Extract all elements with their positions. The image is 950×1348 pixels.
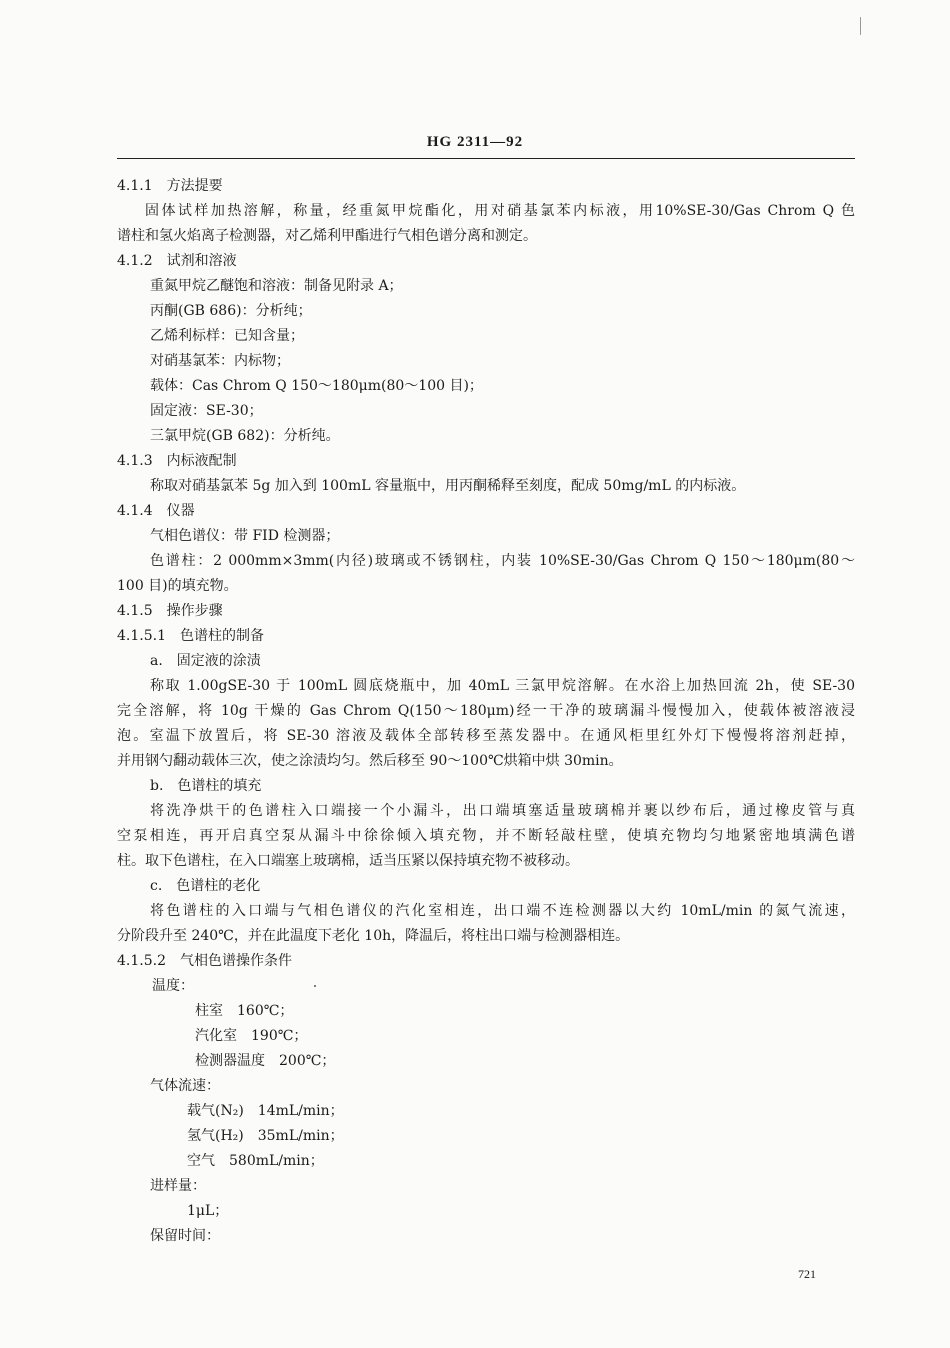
section-heading-4-1-2: 4.1.2 试剂和溶液: [117, 253, 237, 269]
item-heading-c: c. 色谱柱的老化: [150, 878, 261, 894]
item-heading-b: b. 色谱柱的填充: [150, 778, 262, 794]
reagent-item: 丙酮(GB 686)：分析纯；: [150, 303, 312, 319]
section-heading-4-1-1: 4.1.1 方法提要: [117, 178, 223, 194]
paragraph-line: 固体试样加热溶解，称量，经重氮甲烷酯化，用对硝基氯苯内标液，用10%SE-30/Gas Chrom Q 色: [145, 203, 855, 219]
paragraph-line: 泡。室温下放置后，将 SE-30 溶液及载体全部转移至蒸发器中。在通风柜里红外灯下慢慢将溶剂赶掉，: [117, 728, 855, 744]
section-heading-4-1-3: 4.1.3 内标液配制: [117, 453, 237, 469]
document-code-header: HG 2311—92: [426, 134, 524, 150]
subsection-heading-4-1-5-1: 4.1.5.1 色谱柱的制备: [117, 628, 264, 644]
condition-item: 汽化室 190℃；: [195, 1028, 308, 1044]
subsection-heading-4-1-5-2: 4.1.5.2 气相色谱操作条件: [117, 953, 292, 969]
condition-item: 氢气(H₂) 35mL/min；: [187, 1128, 344, 1144]
reagent-item: 对硝基氯苯：内标物；: [150, 353, 290, 369]
condition-item: 载气(N₂) 14mL/min；: [187, 1103, 344, 1119]
section-heading-4-1-4: 4.1.4 仪器: [117, 503, 195, 519]
instrument-item-cont: 100 目)的填充物。: [117, 578, 238, 594]
condition-item: 柱室 160℃；: [195, 1003, 294, 1019]
scan-artifact: [860, 17, 861, 35]
gas-flow-label: 气体流速：: [150, 1078, 220, 1094]
header-rule: [117, 158, 855, 159]
paragraph-line: 将洗净烘干的色谱柱入口端接一个小漏斗，出口端填塞适量玻璃棉并裹以纱布后，通过橡皮管与真: [150, 803, 855, 819]
retention-time-label: 保留时间：: [150, 1228, 220, 1244]
paragraph-line: 分阶段升至 240℃，并在此温度下老化 10h，降温后，将柱出口端与检测器相连。: [117, 928, 630, 944]
reagent-item: 载体：Cas Chrom Q 150～180μm(80～100 目)；: [150, 378, 483, 394]
item-heading-a: a. 固定液的涂渍: [150, 653, 261, 669]
instrument-item: 色谱柱：2 000mm×3mm(内径)玻璃或不锈钢柱，内装 10%SE-30/Gas Chrom Q 150～180μm(80～: [150, 553, 855, 569]
paragraph-line: 并用钢勺翻动载体三次，使之涂渍均匀。然后移至 90～100℃烘箱中烘 30min。: [117, 753, 623, 769]
scan-speck: [314, 985, 316, 987]
reagent-item: 三氯甲烷(GB 682)：分析纯。: [150, 428, 340, 444]
reagent-item: 固定液：SE-30；: [150, 403, 263, 419]
instrument-item: 气相色谱仪：带 FID 检测器；: [150, 528, 340, 544]
paragraph-line: 空泵相连，再开启真空泵从漏斗中徐徐倾入填充物，并不断轻敲柱壁，使填充物均匀地紧密地填满色谱: [117, 828, 855, 844]
page-number: 721: [798, 1267, 816, 1281]
injection-label: 进样量：: [150, 1178, 206, 1194]
paragraph-line: 称取 1.00gSE-30 于 100mL 圆底烧瓶中，加 40mL 三氯甲烷溶解。在水浴上加热回流 2h，使 SE-30: [150, 678, 855, 694]
condition-item: 检测器温度 200℃；: [195, 1053, 336, 1069]
paragraph-line: 称取对硝基氯苯 5g 加入到 100mL 容量瓶中，用丙酮稀释至刻度，配成 50mg/mL 的内标液。: [150, 478, 746, 494]
reagent-item: 乙烯利标样：已知含量；: [150, 328, 304, 344]
temperature-label: 温度：: [152, 978, 194, 994]
condition-item: 空气 580mL/min；: [187, 1153, 324, 1169]
section-heading-4-1-5: 4.1.5 操作步骤: [117, 603, 223, 619]
reagent-item: 重氮甲烷乙醚饱和溶液：制备见附录 A；: [150, 278, 403, 294]
injection-value: 1μL；: [187, 1203, 229, 1219]
paragraph-line: 柱。取下色谱柱，在入口端塞上玻璃棉，适当压紧以保持填充物不被移动。: [117, 853, 579, 869]
paragraph-line: 谱柱和氢火焰离子检测器，对乙烯利甲酯进行气相色谱分离和测定。: [117, 228, 537, 244]
paragraph-line: 将色谱柱的入口端与气相色谱仪的汽化室相连，出口端不连检测器以大约 10mL/min 的氮气流速，: [150, 903, 855, 919]
paragraph-line: 完全溶解，将 10g 干燥的 Gas Chrom Q(150～180μm)经一干净的玻璃漏斗慢慢加入，使载体被溶液浸: [117, 703, 855, 719]
